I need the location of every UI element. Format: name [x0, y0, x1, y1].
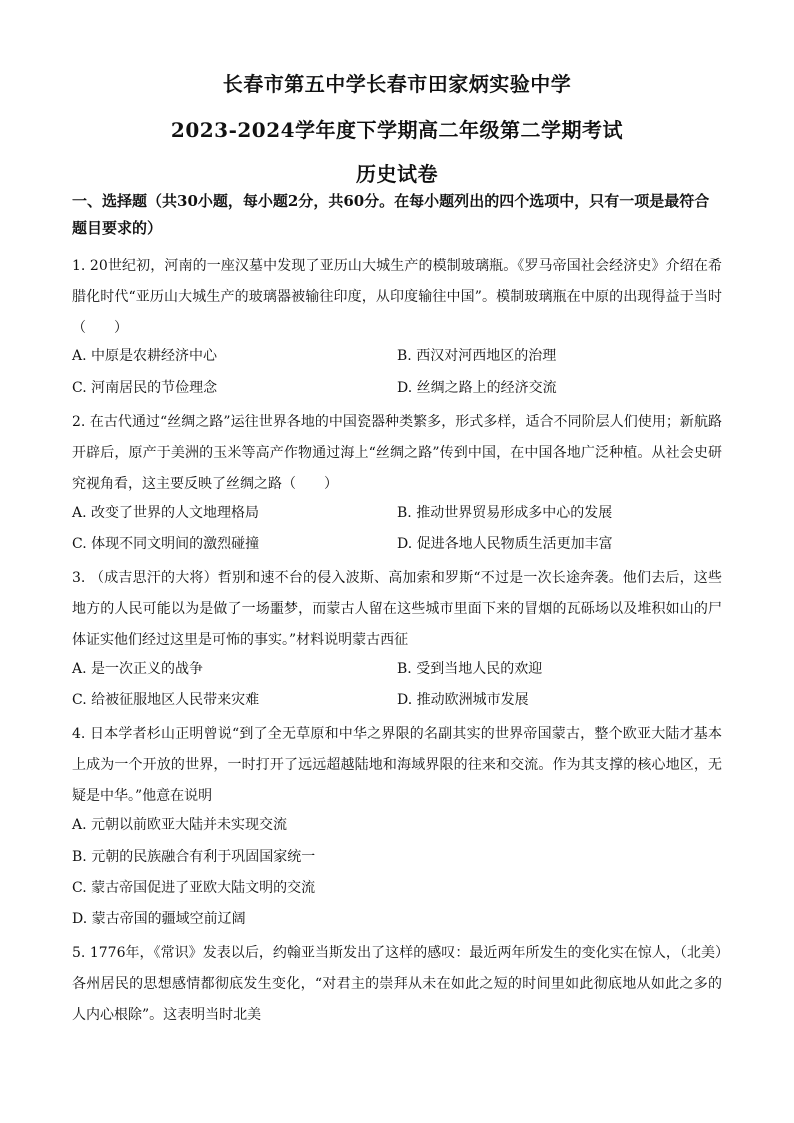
- section-heading: 一、选择题（共30小题，每小题2分，共60分。在每小题列出的四个选项中，只有一项是最符合题目要求的）: [72, 192, 710, 237]
- question-2-stem: 2. 在古代通过“丝绸之路”运往世界各地的中国瓷器种类繁多，形式多样，适合不同阶层人们使用；新航路开辟后，原产于美洲的玉米等高产作物通过海上“丝绸之路”传到中国，在中国各地广泛种植。从社会史研究视角看，这主要反映了丝绸之路（ ）: [72, 414, 722, 492]
- school-title: 长春市第五中学长春市田家炳实验中学: [222, 72, 572, 96]
- question-4-option-c: C. 蒙古帝国促进了亚欧大陆文明的交流: [72, 880, 316, 896]
- question-3-stem: 3. （成吉思汗的大将）哲别和速不台的侵入波斯、高加索和罗斯“不过是一次长途奔袭。他们去后，这些地方的人民可能以为是做了一场噩梦，而蒙古人留在这些城市里面下来的冒烟的瓦砾场以及堆积如山的尸体证实他们经过这里是可怖的事实。”材料说明蒙古西征: [72, 570, 722, 648]
- question-4-option-b: B. 元朝的民族融合有利于巩固国家统一: [72, 849, 316, 865]
- question-4-stem: 4. 日本学者杉山正明曾说“到了全无草原和中华之界限的名副其实的世界帝国蒙古，整个欧亚大陆才基本上成为一个开放的世界，一时打开了远远超越陆地和海域界限的往来和交流。作为其支撑的核心地区，无疑是中华。”他意在说明: [72, 726, 722, 804]
- question-2-option-d: D. 促进各地人民物质生活更加丰富: [397, 536, 613, 552]
- question-1-option-b: B. 西汉对河西地区的治理: [397, 348, 557, 364]
- exam-title: 2023-2024学年度下学期高二年级第二学期考试: [170, 118, 624, 142]
- question-1-option-a: A. 中原是农耕经济中心: [72, 348, 218, 364]
- question-2-option-c: C. 体现不同文明间的激烈碰撞: [72, 536, 260, 552]
- question-3-option-b: B. 受到当地人民的欢迎: [397, 661, 543, 677]
- subject-title: 历史试卷: [356, 162, 438, 186]
- question-4-option-d: D. 蒙古帝国的疆域空前辽阔: [72, 911, 246, 927]
- question-4-option-a: A. 元朝以前欧亚大陆并未实现交流: [72, 817, 288, 833]
- question-3-option-a: A. 是一次正义的战争: [72, 661, 204, 677]
- question-3-option-d: D. 推动欧洲城市发展: [397, 692, 529, 708]
- question-5-stem: 5. 1776年，《常识》发表以后，约翰亚当斯发出了这样的感叹：最近两年所发生的变化实在惊人，（北美）各州居民的思想感情都彻底发生变化，“对君主的崇拜从未在如此之短的时间里如此彻底地从如此之多的人内心根除”。这表明当时北美: [72, 945, 722, 1023]
- question-2-option-a: A. 改变了世界的人文地理格局: [72, 505, 260, 521]
- question-1-stem: 1. 20世纪初，河南的一座汉墓中发现了亚历山大城生产的模制玻璃瓶。《罗马帝国社会经济史》介绍在希腊化时代“亚历山大城生产的玻璃器被输往印度，从印度输往中国”。模制玻璃瓶在中原的出现得益于当时（ ）: [72, 258, 722, 336]
- question-1-option-d: D. 丝绸之路上的经济交流: [397, 380, 557, 396]
- question-3-option-c: C. 给被征服地区人民带来灾难: [72, 692, 260, 708]
- question-2-option-b: B. 推动世界贸易形成多中心的发展: [397, 505, 613, 521]
- question-1-option-c: C. 河南居民的节俭理念: [72, 380, 218, 396]
